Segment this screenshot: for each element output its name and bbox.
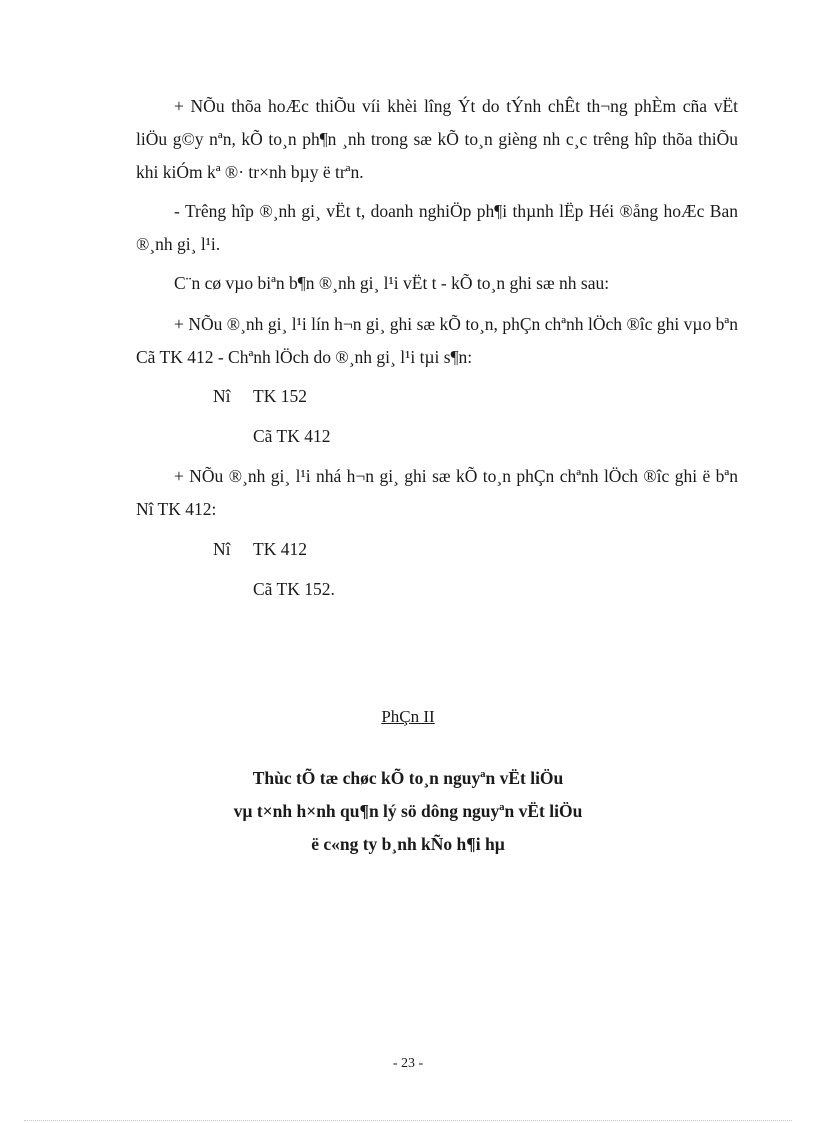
entry-1-debit-label: Nî (213, 386, 231, 406)
part-heading: PhÇn II (381, 707, 435, 726)
chapter-title-line-2: vµ t×nh h×nh qu¶n lý sö dông nguyªn vËt liÖu (233, 801, 583, 821)
entry-2-debit-label: Nî (213, 539, 231, 559)
paragraph-surplus-shortage: + NÕu thõa hoÆc thiÕu víi khèi lîng Ýt do tÝnh chÊt th¬ng phÈm cña vËt liÖu g©y nªn, kÕ to¸n ph¶n ¸nh trong sæ kÕ to¸n gièng nh c¸c trêng hîp thõa thiÕu khi kiÓm kª ®· tr×nh bµy ë trªn. (136, 96, 738, 182)
entry-2-debit-account: TK 412 (253, 539, 307, 559)
entry-1-credit-line: Cã TK 412 (253, 426, 331, 446)
paragraph-revaluation-decrease: + NÕu ®¸nh gi¸ l¹i nhá h¬n gi¸ ghi sæ kÕ to¸n phÇn chªnh lÖch ®îc ghi ë bªn Nî TK 412: (136, 466, 738, 519)
paragraph-revaluation-increase: + NÕu ®¸nh gi¸ l¹i lín h¬n gi¸ ghi sæ kÕ to¸n, phÇn chªnh lÖch ®îc ghi vµo bªn Cã TK 412 - Chªnh lÖch do ®¸nh gi¸ l¹i tµi s¶n: (136, 314, 738, 367)
chapter-title-line-1: Thùc tÕ tæ chøc kÕ to¸n nguyªn vËt liÖu (252, 768, 564, 788)
page-bottom-rule (24, 1120, 792, 1121)
entry-1-debit-account: TK 152 (253, 386, 307, 406)
entry-2-credit-line: Cã TK 152. (253, 579, 335, 599)
chapter-title-line-3: ë c«ng ty b¸nh kÑo h¶i hµ (311, 834, 505, 854)
paragraph-revaluation-basis: C¨n cø vµo biªn b¶n ®¸nh gi¸ l¹i vËt t - kÕ to¸n ghi sæ nh sau: (174, 273, 610, 293)
chapter-title (0, 762, 816, 861)
paragraph-revaluation-council: - Trêng hîp ®¸nh gi¸ vËt t, doanh nghiÖp ph¶i thµnh lËp Héi ®ång hoÆc Ban ®¸nh gi¸ l¹i. (136, 201, 738, 254)
page-number: - 23 - (392, 1056, 424, 1071)
